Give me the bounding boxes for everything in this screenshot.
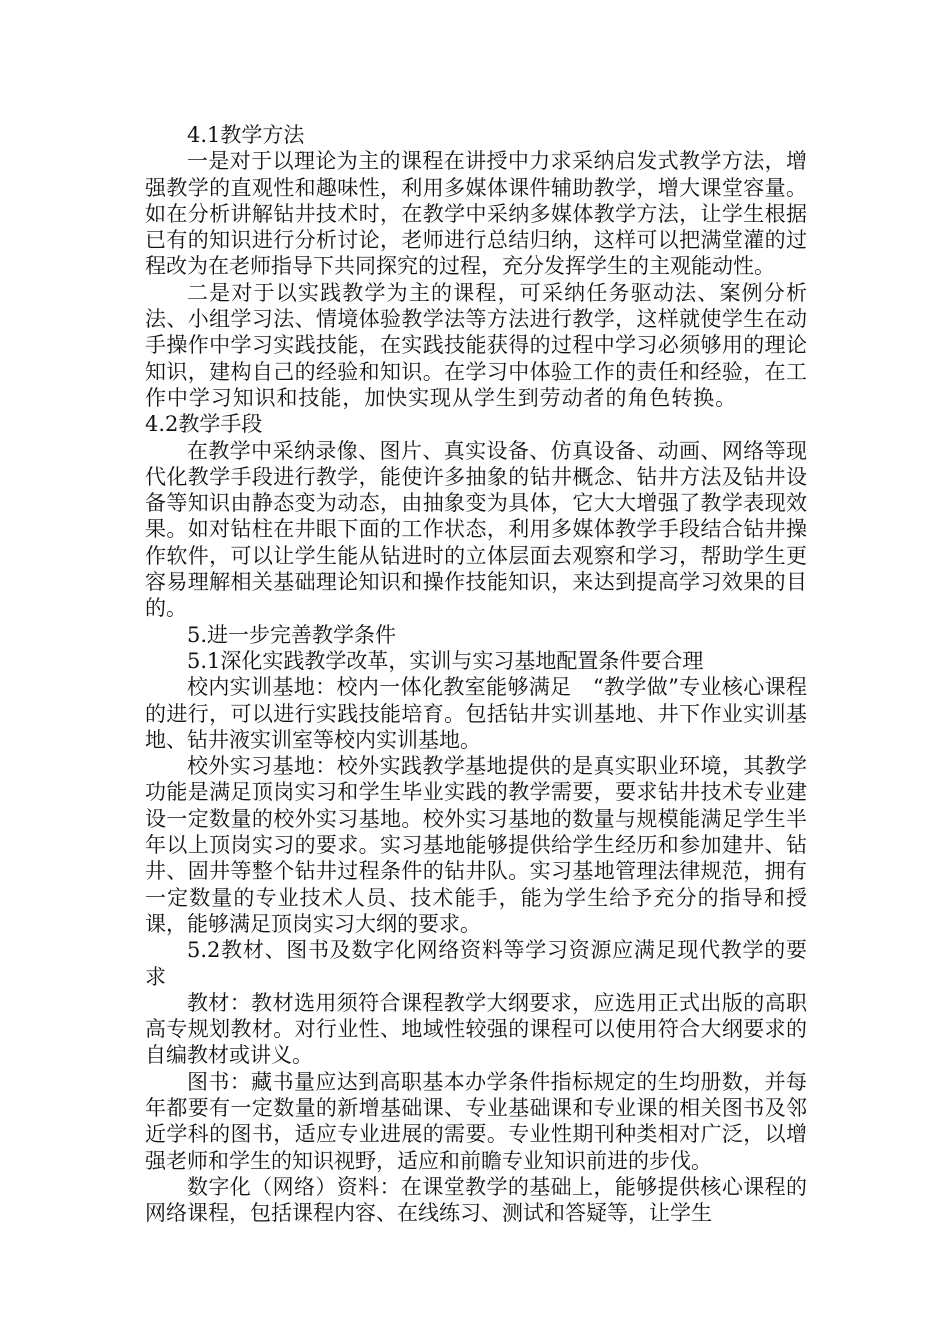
- paragraph-theory-courses: 一是对于以理论为主的课程在讲授中力求采纳启发式教学方法，增强教学的直观性和趣味性，利用多媒体课件辅助教学，增大课堂容量。如在分析讲解钻井技术时，在教学中采纳多媒体教学方法，让学生根据已有的知识进行分析讨论，老师进行总结归纳，这样可以把满堂灌的过程改为在老师指导下共同探究的过程，充分发挥学生的主观能动性。: [145, 149, 807, 279]
- paragraph-practice-courses: [145, 280, 807, 438]
- paragraph-teaching-means: 在教学中采纳录像、图片、真实设备、仿真设备、动画、网络等现代化教学手段进行教学，能使许多抽象的钻井概念、钻井方法及钻井设备等知识由静态变为动态，由抽象变为具体，它大大增强了教学表现效果。如对钻柱在井眼下面的工作状态，利用多媒体教学手段结合钻井操作软件，可以让学生能从钻进时的立体层面去观察和学习，帮助学生更容易理解相关基础理论知识和操作技能知识，来达到提高学习效果的目的。: [145, 438, 807, 621]
- section-heading-5-1: 5.1深化实践教学改革，实训与实习基地配置条件要合理: [187, 648, 704, 673]
- paragraph-digital-resources: 数字化（网络）资料：在课堂教学的基础上，能够提供核心课程的网络课程，包括课程内容、在线练习、测试和答疑等，让学生: [145, 1174, 807, 1226]
- paragraph-textbooks: 教材：教材选用须符合课程教学大纲要求，应选用正式出版的高职高专规划教材。对行业性、地域性较强的课程可以使用符合大纲要求的自编教材或讲义。: [145, 990, 807, 1068]
- section-heading-5-2: 5.2教材、图书及数字化网络资料等学习资源应满足现代教学的要求: [145, 938, 807, 989]
- section-heading-5: 5.进一步完善教学条件: [187, 622, 397, 647]
- paragraph-offcampus-internship-base: 校外实习基地：校外实践教学基地提供的是真实职业环境，其教学功能是满足顶岗实习和学生毕业实践的教学需要，要求钻井技术专业建设一定数量的校外实习基地。校外实习基地的数量与规模能满足学生半年以上顶岗实习的要求。实习基地能够提供给学生经历和参加建井、钻井、固井等整个钻井过程条件的钻井队。实习基地管理法律规范，拥有一定数量的专业技术人员、技术能手，能为学生给予充分的指导和授课，能够满足顶岗实习大纲的要求。: [145, 754, 807, 936]
- section-heading-4-1: 4.1教学方法: [187, 123, 305, 147]
- paragraph-campus-training-base: 校内实训基地：校内一体化教室能够满足 “教学做”专业核心课程的进行，可以进行实践技能培育。包括钻井实训基地、井下作业实训基地、钻井液实训室等校内实训基地。: [145, 675, 807, 752]
- paragraph-practice-courses-text: 二是对于以实践教学为主的课程，可采纳任务驱动法、案例分析法、小组学习法、情境体验教学法等方法进行教学，这样就使学生在动手操作中学习实践技能，在实践技能获得的过程中学习必须够用的理论知识，建构自己的经验和知识。在学习中体验工作的责任和经验，在工作中学习知识和技能，加快实现从学生到劳动者的角色转换。: [145, 280, 807, 410]
- paragraph-books: 图书：藏书量应达到高职基本办学条件指标规定的生均册数，并每年都要有一定数量的新增基础课、专业基础课和专业课的相关图书及邻近学科的图书，适应专业进展的需要。专业性期刊种类相对广泛，以增强老师和学生的知识视野，适应和前瞻专业知识前进的步伐。: [145, 1069, 807, 1173]
- section-heading-4-2: 4.2教学手段: [145, 412, 263, 437]
- document-body: [145, 122, 807, 1226]
